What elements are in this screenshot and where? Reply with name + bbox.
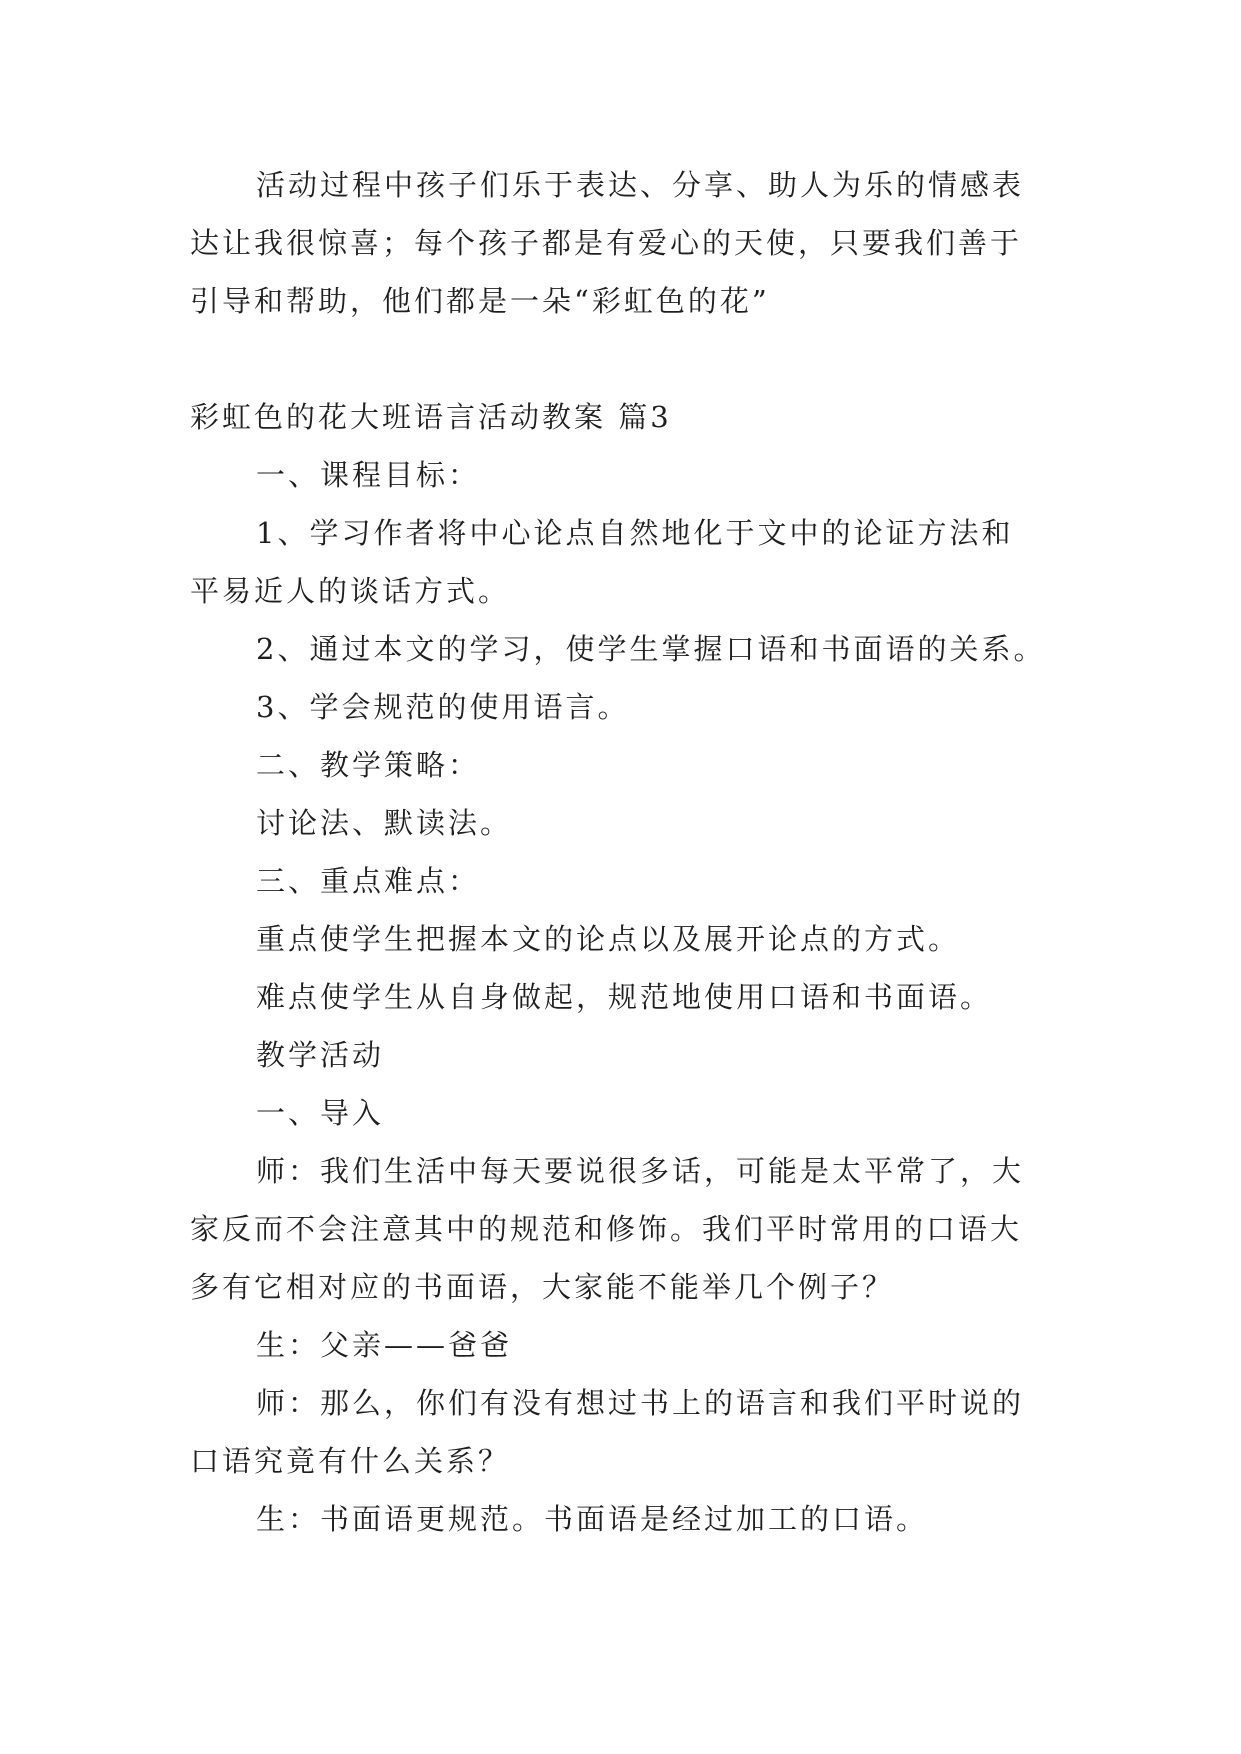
paragraph-line: 讨论法、默读法。 — [256, 806, 513, 840]
paragraph-line: 家反而不会注意其中的规范和修饰。我们平时常用的口语大 — [190, 1212, 1023, 1246]
paragraph-line: 难点使学生从自身做起，规范地使用口语和书面语。 — [256, 980, 993, 1014]
paragraph-line: 达让我很惊喜；每个孩子都是有爱心的天使，只要我们善于 — [190, 226, 1023, 260]
heading-line: 一、导入 — [256, 1096, 385, 1130]
list-item: 2、通过本文的学习，使学生掌握口语和书面语的关系。 — [256, 632, 1046, 666]
list-item: 1、学习作者将中心论点自然地化于文中的论证方法和 — [256, 516, 1014, 550]
paragraph-line: 生：父亲——爸爸 — [256, 1328, 513, 1362]
paragraph-line: 活动过程中孩子们乐于表达、分享、助人为乐的情感表 — [256, 168, 1025, 202]
paragraph-line: 引导和帮助，他们都是一朵“彩虹色的花” — [190, 284, 770, 318]
heading-line: 二、教学策略： — [256, 748, 481, 782]
paragraph-line: 重点使学生把握本文的论点以及展开论点的方式。 — [256, 922, 961, 956]
paragraph-line: 师：我们生活中每天要说很多话，可能是太平常了，大 — [256, 1154, 1025, 1188]
paragraph-line: 多有它相对应的书面语，大家能不能举几个例子？ — [190, 1270, 895, 1304]
heading-line: 三、重点难点： — [256, 864, 481, 898]
paragraph-line: 口语究竟有什么关系？ — [190, 1444, 511, 1478]
heading-line: 教学活动 — [256, 1038, 385, 1072]
heading-line: 一、课程目标： — [256, 458, 481, 492]
paragraph-line: 平易近人的谈话方式。 — [190, 574, 511, 608]
list-item: 3、学会规范的使用语言。 — [256, 690, 630, 724]
paragraph-line: 生：书面语更规范。书面语是经过加工的口语。 — [256, 1502, 929, 1536]
paragraph-line: 师：那么，你们有没有想过书上的语言和我们平时说的 — [256, 1386, 1025, 1420]
section-heading: 彩虹色的花大班语言活动教案 篇3 — [190, 400, 672, 434]
